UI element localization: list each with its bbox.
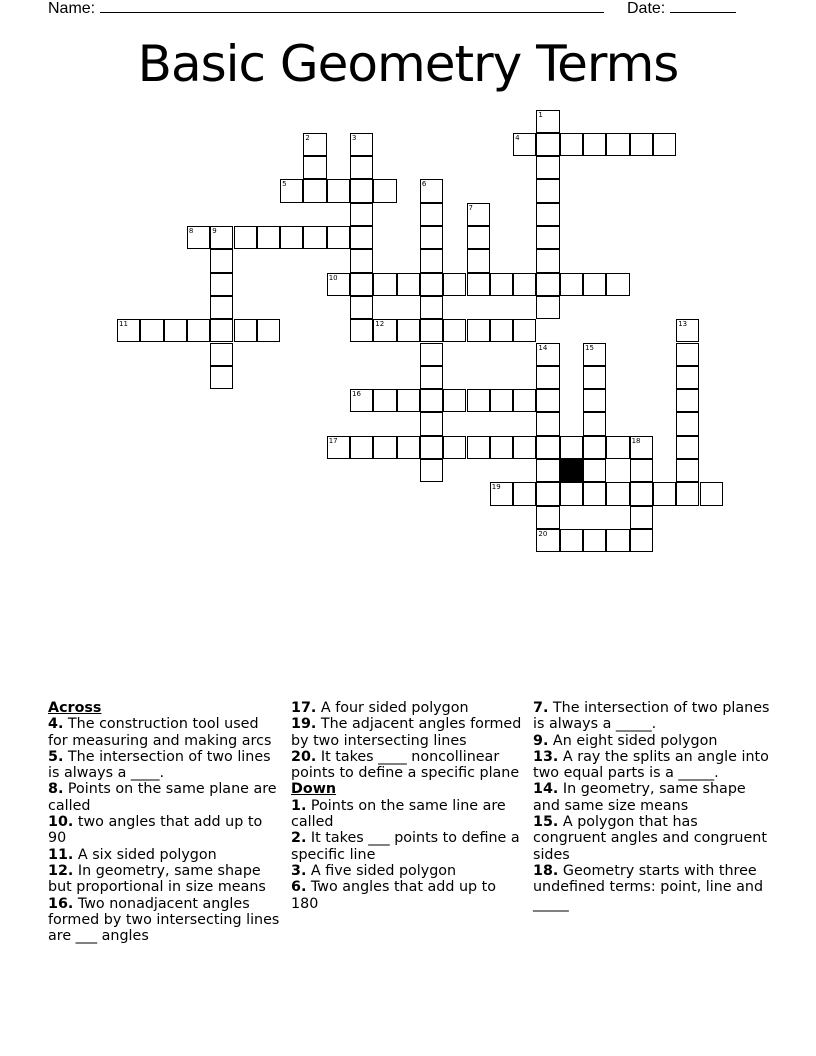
across-clue [48, 814, 280, 847]
down-clue [533, 749, 773, 782]
crossword-cell[interactable] [676, 343, 699, 366]
crossword-cell[interactable] [350, 273, 373, 296]
crossword-cell[interactable] [536, 110, 559, 133]
crossword-cell[interactable] [467, 273, 490, 296]
crossword-cell[interactable] [490, 436, 513, 459]
crossword-cell[interactable] [187, 319, 210, 342]
crossword-cell[interactable] [350, 296, 373, 319]
across-clue [48, 749, 280, 782]
crossword-cell[interactable] [583, 389, 606, 412]
crossword-cell[interactable] [583, 436, 606, 459]
crossword-cell[interactable] [350, 319, 373, 342]
crossword-cell[interactable] [420, 436, 443, 459]
crossword-cell[interactable] [676, 459, 699, 482]
crossword-cell[interactable] [536, 249, 559, 272]
clue-number: 10. [48, 814, 74, 831]
crossword-cell[interactable] [373, 389, 396, 412]
crossword-cell[interactable] [350, 226, 373, 249]
clue-number: 16 [352, 390, 361, 399]
clue-number: 11. [48, 846, 74, 863]
crossword-cell[interactable] [443, 389, 466, 412]
crossword-cell[interactable] [350, 133, 373, 156]
crossword-cell[interactable] [420, 249, 443, 272]
clue-number: 7 [468, 203, 473, 212]
clue-text: It takes ___ points to define a specific line [291, 830, 520, 863]
crossword-cell[interactable] [397, 273, 420, 296]
crossword-cell[interactable] [630, 506, 653, 529]
crossword-cell[interactable] [350, 203, 373, 226]
crossword-cell[interactable] [327, 273, 350, 296]
clue-number: 2 [305, 133, 310, 142]
crossword-cell[interactable] [700, 482, 723, 505]
down-clue [291, 879, 523, 912]
crossword-cell[interactable] [303, 156, 326, 179]
clue-number: 14 [538, 343, 548, 352]
across-clue [48, 781, 280, 814]
crossword-cell[interactable] [513, 389, 536, 412]
clue-text: The adjacent angles formed by two intersecting lines [291, 716, 522, 749]
black-cell [560, 459, 583, 482]
clue-number: 13. [533, 748, 559, 765]
crossword-cell[interactable] [420, 179, 443, 202]
crossword-cell[interactable] [350, 389, 373, 412]
across-clue [291, 700, 523, 716]
crossword-cell[interactable] [420, 296, 443, 319]
crossword-cell[interactable] [583, 412, 606, 435]
crossword-cell[interactable] [536, 389, 559, 412]
down-clue [291, 798, 523, 831]
crossword-cell[interactable] [583, 482, 606, 505]
clue-number: 10 [328, 273, 338, 282]
clue-text: Geometry starts with three undefined terms: point, line and _____ [533, 862, 764, 912]
crossword-cell[interactable] [350, 249, 373, 272]
crossword-cell[interactable] [467, 249, 490, 272]
crossword-cell[interactable] [420, 389, 443, 412]
crossword-cell[interactable] [490, 319, 513, 342]
clue-text: The intersection of two lines is always a ____. [48, 748, 271, 782]
across-clue [291, 749, 523, 782]
crossword-cell[interactable] [210, 319, 233, 342]
clue-text: Two nonadjacent angles formed by two intersecting lines are ___ angles [48, 895, 280, 945]
crossword-cell[interactable] [536, 482, 559, 505]
crossword-cell[interactable] [490, 273, 513, 296]
date-label: Date: [627, 0, 666, 17]
crossword-cell[interactable] [467, 319, 490, 342]
clue-text: two angles that add up to 90 [48, 814, 263, 847]
crossword-cell[interactable] [583, 273, 606, 296]
crossword-cell[interactable] [676, 482, 699, 505]
crossword-cell[interactable] [513, 273, 536, 296]
crossword-cell[interactable] [513, 319, 536, 342]
crossword-cell[interactable] [513, 133, 536, 156]
clue-number: 17 [328, 436, 338, 445]
crossword-cell[interactable] [350, 436, 373, 459]
crossword-cell[interactable] [303, 179, 326, 202]
clue-text: A ray the splits an angle into two equal parts is a _____. [533, 748, 769, 782]
clue-number: 6. [291, 879, 307, 896]
crossword-cell[interactable] [536, 529, 559, 552]
clue-text: A four sided polygon [316, 700, 469, 716]
crossword-cell[interactable] [350, 179, 373, 202]
clue-number: 20. [291, 748, 317, 765]
crossword-cell[interactable] [653, 133, 676, 156]
clue-number: 9 [212, 227, 217, 235]
crossword-cell[interactable] [350, 156, 373, 179]
clue-number: 7. [533, 700, 549, 716]
name-label: Name: [48, 0, 96, 17]
clue-number: 12. [48, 862, 74, 879]
page-title: Basic Geometry Terms [137, 35, 679, 93]
clues-column-1 [48, 700, 280, 944]
clue-number: 5. [48, 748, 64, 765]
crossword-cell[interactable] [210, 343, 233, 366]
crossword-cell[interactable] [397, 319, 420, 342]
crossword-cell[interactable] [467, 203, 490, 226]
crossword-cell[interactable] [606, 529, 629, 552]
crossword-cell[interactable] [373, 319, 396, 342]
clue-number: 2. [291, 830, 307, 847]
clue-number: 3. [291, 862, 307, 879]
clue-number: 6 [421, 180, 427, 189]
crossword-cell[interactable] [513, 482, 536, 505]
clues-column-3 [533, 700, 773, 912]
crossword-cell[interactable] [164, 319, 187, 342]
crossword-cell[interactable] [327, 226, 350, 249]
clue-text: A polygon that has congruent angles and congruent sides [533, 814, 767, 863]
clue-number: 18. [533, 862, 559, 879]
across-clue [48, 716, 280, 749]
clue-number: 1. [291, 797, 307, 814]
crossword-cell[interactable] [397, 389, 420, 412]
crossword-cell[interactable] [327, 436, 350, 459]
crossword-cell[interactable] [513, 436, 536, 459]
clue-number: 3 [352, 133, 357, 142]
crossword-cell[interactable] [536, 412, 559, 435]
crossword-cell[interactable] [280, 226, 303, 249]
clue-number: 17. [291, 700, 317, 716]
crossword-cell[interactable] [606, 482, 629, 505]
crossword-cell[interactable] [210, 366, 233, 389]
crossword-cell[interactable] [536, 133, 559, 156]
crossword-cell[interactable] [467, 389, 490, 412]
crossword-cell[interactable] [210, 273, 233, 296]
crossword-cell[interactable] [536, 343, 559, 366]
clue-number: 9. [533, 732, 549, 749]
across-clue [48, 896, 280, 945]
crossword-cell[interactable] [583, 366, 606, 389]
down-clue [533, 863, 773, 912]
down-clue [291, 830, 523, 863]
crossword-cell[interactable] [536, 366, 559, 389]
crossword-cell[interactable] [676, 412, 699, 435]
clue-number: 12 [375, 320, 385, 329]
crossword-cell[interactable] [443, 273, 466, 296]
crossword-cell[interactable] [117, 319, 140, 342]
crossword-cell[interactable] [373, 179, 396, 202]
crossword-cell[interactable] [560, 482, 583, 505]
crossword-cell[interactable] [280, 179, 303, 202]
clue-text: Two angles that add up to 180 [291, 879, 497, 912]
down-clue [533, 781, 773, 814]
crossword-cell[interactable] [536, 436, 559, 459]
crossword-cell[interactable] [490, 389, 513, 412]
crossword-cell[interactable] [420, 366, 443, 389]
crossword-cell[interactable] [420, 319, 443, 342]
crossword-cell[interactable] [560, 436, 583, 459]
crossword-cell[interactable] [630, 459, 653, 482]
crossword-cell[interactable] [630, 529, 653, 552]
crossword-cell[interactable] [234, 319, 257, 342]
clue-number: 19 [491, 483, 501, 492]
across-clue [48, 863, 280, 896]
down-clue [533, 814, 773, 863]
clue-text: A five sided polygon [306, 862, 457, 879]
down-clue [291, 863, 523, 879]
crossword-cell[interactable] [676, 366, 699, 389]
down-heading: Down [291, 781, 337, 798]
crossword-cell[interactable] [420, 273, 443, 296]
crossword-cell[interactable] [536, 203, 559, 226]
down-clue [533, 700, 773, 733]
clue-number: 15 [585, 343, 594, 352]
crossword-cell[interactable] [420, 226, 443, 249]
across-clue [291, 716, 523, 749]
crossword-cell[interactable] [583, 133, 606, 156]
crossword-cell[interactable] [257, 319, 280, 342]
crossword-cell[interactable] [257, 226, 280, 249]
crossword-cell[interactable] [373, 273, 396, 296]
crossword-cell[interactable] [676, 389, 699, 412]
crossword-cell[interactable] [303, 226, 326, 249]
crossword-cell[interactable] [234, 226, 257, 249]
crossword-cell[interactable] [630, 133, 653, 156]
clue-number: 13 [678, 320, 688, 329]
clue-number: 8. [48, 781, 64, 798]
crossword-cell[interactable] [606, 436, 629, 459]
clue-number: 16. [48, 895, 74, 912]
crossword-cell[interactable] [420, 203, 443, 226]
crossword-cell[interactable] [653, 482, 676, 505]
clue-number: 19. [291, 716, 317, 733]
crossword-cell[interactable] [630, 436, 653, 459]
crossword-cell[interactable] [536, 226, 559, 249]
crossword-cell[interactable] [676, 319, 699, 342]
across-clue [48, 847, 280, 863]
clue-number: 8 [188, 227, 194, 235]
clue-text: It takes ____ noncollinear points to define a specific plane [291, 748, 520, 782]
clue-number: 15. [533, 814, 559, 831]
crossword-cell[interactable] [536, 296, 559, 319]
crossword-cell[interactable] [560, 273, 583, 296]
crossword-cell[interactable] [443, 436, 466, 459]
crossword-cell[interactable] [187, 226, 210, 249]
crossword-cell[interactable] [583, 343, 606, 366]
crossword-cell[interactable] [490, 482, 513, 505]
crossword-cell[interactable] [327, 179, 350, 202]
crossword-cell[interactable] [536, 156, 559, 179]
clue-number: 5 [282, 180, 287, 189]
clue-text: The intersection of two planes is always a _____. [533, 700, 770, 733]
crossword-cell[interactable] [397, 436, 420, 459]
crossword-cell[interactable] [420, 459, 443, 482]
clue-text: Points on the same line are called [291, 797, 506, 831]
crossword-cell[interactable] [467, 436, 490, 459]
clue-text: In geometry, same shape but proportional in size means [48, 862, 266, 896]
crossword-cell[interactable] [210, 226, 233, 249]
across-heading: Across [48, 700, 102, 716]
crossword-cell[interactable] [606, 133, 629, 156]
crossword-cell[interactable] [210, 249, 233, 272]
clue-number: 18 [631, 436, 641, 445]
clue-text: In geometry, same shape and same size means [533, 781, 746, 814]
clue-text: Points on the same plane are called [48, 781, 277, 814]
crossword-cell[interactable] [630, 482, 653, 505]
crossword-cell[interactable] [467, 226, 490, 249]
crossword-cell[interactable] [536, 179, 559, 202]
crossword-cell[interactable] [140, 319, 163, 342]
crossword-cell[interactable] [420, 343, 443, 366]
crossword-cell[interactable] [536, 273, 559, 296]
clue-number: 14. [533, 781, 559, 798]
clue-text: A six sided polygon [73, 846, 217, 863]
clue-number: 11 [119, 320, 128, 329]
crossword-cell[interactable] [536, 459, 559, 482]
clue-number: 20 [538, 529, 548, 538]
clue-number: 4. [48, 716, 64, 733]
down-clue [533, 733, 773, 749]
crossword-cell[interactable] [560, 133, 583, 156]
crossword-cell[interactable] [373, 436, 396, 459]
clue-text: An eight sided polygon [548, 732, 718, 749]
crossword-cell[interactable] [560, 529, 583, 552]
clues-column-2 [291, 700, 523, 912]
crossword-cell[interactable] [443, 319, 466, 342]
crossword-cell[interactable] [583, 459, 606, 482]
crossword-cell[interactable] [606, 273, 629, 296]
clue-text: The construction tool used for measuring and making arcs [48, 716, 272, 749]
crossword-cell[interactable] [583, 529, 606, 552]
crossword-cell[interactable] [303, 133, 326, 156]
crossword-cell[interactable] [676, 436, 699, 459]
crossword-cell[interactable] [536, 506, 559, 529]
clue-number: 1 [538, 110, 543, 119]
crossword-cell[interactable] [420, 412, 443, 435]
crossword-cell[interactable] [210, 296, 233, 319]
clue-number: 4 [515, 133, 520, 142]
